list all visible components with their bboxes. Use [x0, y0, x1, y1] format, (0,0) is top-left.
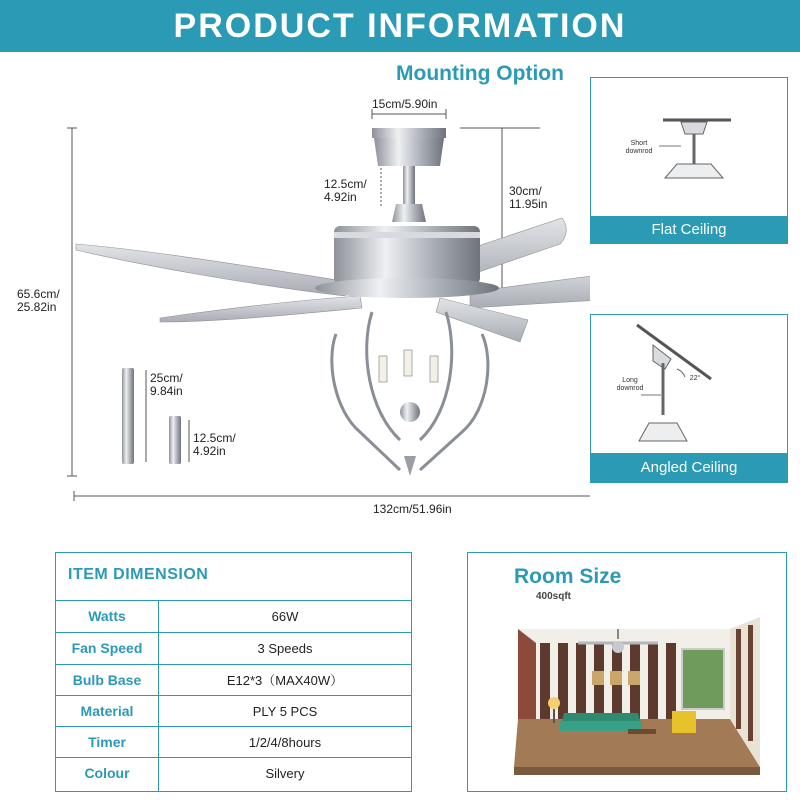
rod-long-label: 25cm/ 9.84in: [150, 371, 183, 398]
row-key: Bulb Base: [72, 672, 142, 688]
item-dimension-table: [55, 552, 412, 792]
row-key: Watts: [88, 608, 126, 624]
light-drop-label: 30cm/ 11.95in: [509, 184, 548, 211]
item-dimension-title: ITEM DIMENSION: [68, 566, 209, 583]
row-key: Colour: [84, 765, 130, 781]
mounting-option-heading: Mounting Option: [396, 62, 564, 85]
total-height-label: 65.6cm/ 25.82in: [17, 287, 60, 314]
table-row: [56, 665, 411, 696]
row-value: E12*3（MAX40W）: [226, 673, 344, 688]
fan-canopy: [372, 128, 446, 222]
row-key: Timer: [88, 734, 126, 750]
row-value: 66W: [271, 609, 299, 624]
downrod-length-label: 12.5cm/ 4.92in: [324, 177, 367, 204]
angle-degree-label: 22°: [689, 375, 701, 382]
angled-ceiling-panel: [590, 314, 788, 483]
row-value: PLY 5 PCS: [252, 704, 318, 719]
flat-ceiling-panel: [590, 77, 788, 244]
downrod-short: [169, 416, 181, 464]
flat-ceiling-note: Short downrod: [625, 140, 653, 155]
canopy-width-label: 15cm/5.90in: [372, 97, 438, 111]
motor-housing: [315, 226, 499, 298]
room-illustration: [468, 553, 786, 791]
span-label: 132cm/51.96in: [373, 502, 452, 516]
candle-bulbs: [379, 350, 438, 382]
table-row: [56, 696, 411, 727]
fan-diagram: [0, 0, 590, 530]
page-title: PRODUCT INFORMATION: [0, 0, 800, 52]
table-row: [56, 727, 411, 758]
table-row: [56, 633, 411, 664]
row-value: Silvery: [265, 766, 305, 781]
row-key: Material: [80, 703, 134, 719]
room-size-title: Room Size: [514, 565, 622, 588]
flat-ceiling-label: Flat Ceiling: [591, 216, 787, 243]
rod-short-label: 12.5cm/ 4.92in: [193, 431, 236, 458]
row-key: Fan Speed: [71, 640, 143, 656]
table-row: [56, 601, 411, 632]
light-kit: [332, 312, 488, 470]
room-size-area: 400sqft: [536, 591, 572, 602]
angled-ceiling-note: Long downrod: [616, 377, 644, 392]
row-value: 3 Speeds: [257, 641, 313, 656]
table-row: [56, 758, 411, 789]
light-finial: [400, 402, 420, 422]
angled-ceiling-label: Angled Ceiling: [591, 453, 787, 482]
fan-blades: [76, 218, 590, 342]
downrod-long: [122, 368, 134, 464]
row-value: 1/2/4/8hours: [248, 735, 322, 750]
room-size-panel: [467, 552, 787, 792]
